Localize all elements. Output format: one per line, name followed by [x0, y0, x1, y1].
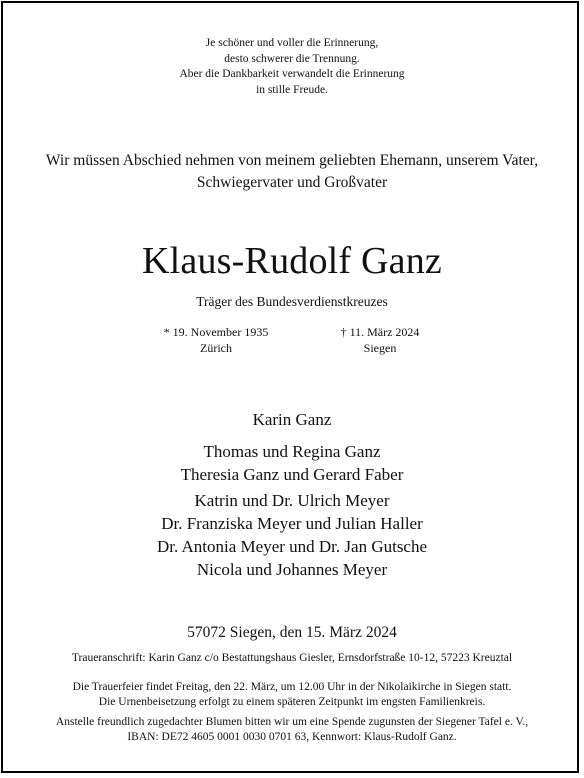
life-dates: [0, 324, 584, 364]
poem-line: in stille Freude.: [256, 83, 328, 96]
honor-title: Träger des Bundesverdienstkreuzes: [196, 294, 388, 309]
family-spouse: [0, 408, 584, 431]
mourner-name: Dr. Franziska Meyer und Julian Haller: [161, 514, 423, 533]
notice-line: Die Urnenbeisetzung erfolgt zu einem späteren Zeitpunkt im engsten Familienkreis.: [98, 695, 486, 708]
mourner-name: Katrin und Dr. Ulrich Meyer: [194, 491, 390, 510]
birth-date: * 19. November 1935: [163, 325, 269, 339]
mourner-name: Thomas und Regina Ganz: [203, 442, 381, 461]
farewell-intro: [0, 150, 584, 194]
mourner-name: Karin Ganz: [252, 410, 332, 429]
deceased-name: Klaus-Rudolf Ganz: [142, 240, 442, 282]
donation-line: IBAN: DE72 4605 0001 0030 0701 63, Kennwort: Klaus-Rudolf Ganz.: [127, 731, 457, 743]
notice-line: Die Trauerfeier findet Freitag, den 22. März, um 12.00 Uhr in der Nikolaikirche in Siegen statt.: [72, 681, 512, 693]
mourner-name: Dr. Antonia Meyer und Dr. Jan Gutsche: [156, 537, 428, 556]
place-date: 57072 Siegen, den 15. März 2024: [187, 624, 397, 641]
mourner-name: Nicola und Johannes Meyer: [196, 560, 388, 579]
death-place: Siegen: [363, 341, 397, 355]
donation-line: Anstelle freundlich zugedachter Blumen bitten wir um eine Spende zugunsten der Siegener Tafel e. V.,: [55, 716, 529, 728]
poem-line: Aber die Dankbarkeit verwandelt die Erinnerung: [179, 68, 405, 80]
donation-request: [0, 715, 584, 745]
death-date: † 11. März 2024: [340, 325, 420, 339]
funeral-notice: [0, 680, 584, 709]
family-grandchildren: [0, 489, 584, 581]
poem-line: Je schöner und voller die Erinnerung,: [205, 37, 379, 49]
mourner-name: Theresia Ganz und Gerard Faber: [180, 465, 404, 484]
birth-place: Zürich: [200, 341, 232, 355]
mourning-address: Traueranschrift: Karin Ganz c/o Bestattungshaus Giesler, Ernsdorfstraße 10-12, 57223 Kreuztal: [71, 652, 513, 664]
memorial-poem: [0, 36, 584, 98]
intro-line: Schwiegervater und Großvater: [196, 174, 388, 191]
poem-line: desto schwerer die Trennung.: [224, 52, 360, 65]
death-info: [280, 324, 480, 356]
intro-line: Wir müssen Abschied nehmen von meinem geliebten Ehemann, unserem Vater,: [45, 152, 539, 169]
family-children: [0, 440, 584, 486]
